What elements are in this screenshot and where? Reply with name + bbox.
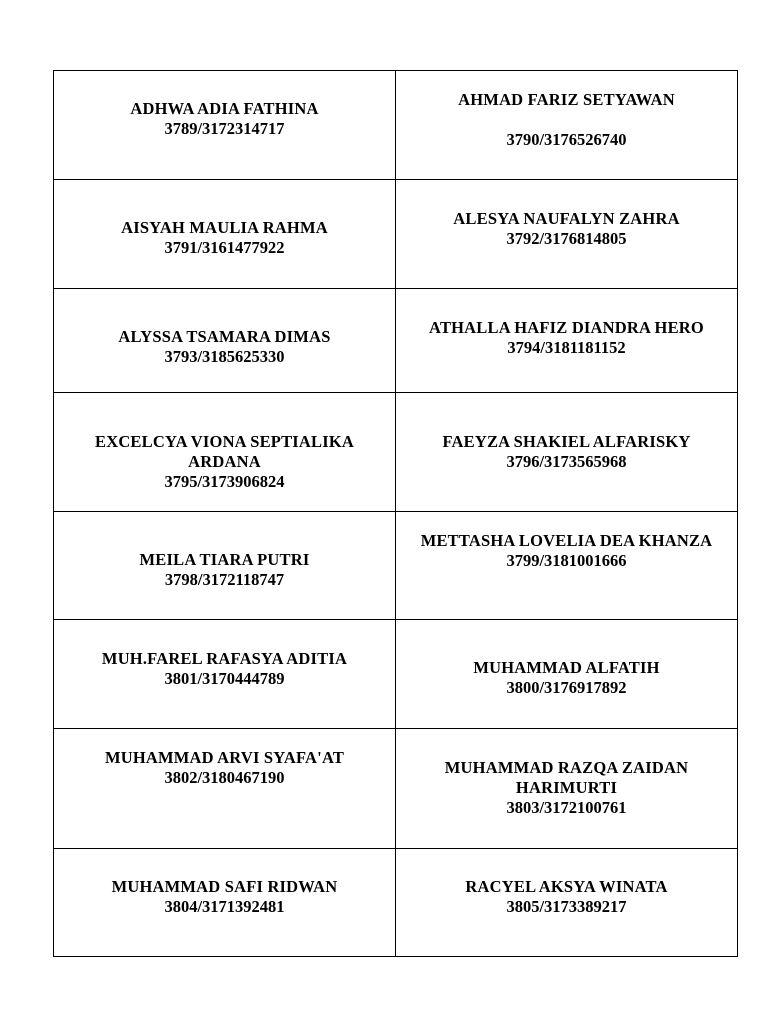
student-name: AHMAD FARIZ SETYAWAN [458,90,675,109]
label-cell [396,729,738,849]
student-name: MUHAMMAD ARVI SYAFA'AT [104,748,345,767]
student-number: 3791/3161477922 [164,238,285,257]
table-row [54,849,738,957]
label-cell [54,620,396,729]
student-label-table [53,70,738,957]
student-number: 3795/3173906824 [164,472,285,491]
label-cell [54,512,396,620]
student-name: FAEYZA SHAKIEL ALFARISKY [442,432,691,451]
label-content [54,748,395,788]
student-number: 3796/3173565968 [506,452,627,471]
student-name: MEILA TIARA PUTRI [139,550,310,569]
label-content [54,649,395,689]
label-content [396,531,737,571]
label-content [396,318,737,358]
table-row [54,729,738,849]
label-cell [54,180,396,289]
label-cell [396,180,738,289]
label-cell [54,393,396,512]
table-row [54,620,738,729]
student-name: MUHAMMAD RAZQA ZAIDAN HARIMURTI [444,758,689,797]
label-cell [396,71,738,180]
label-cell [396,849,738,957]
student-name: ALYSSA TSAMARA DIMAS [118,327,331,346]
student-name: MUHAMMAD ALFATIH [473,658,660,677]
student-name: ALESYA NAUFALYN ZAHRA [453,209,680,228]
student-name: METTASHA LOVELIA DEA KHANZA [420,531,713,550]
label-content [54,218,395,258]
student-number: 3804/3171392481 [164,897,285,916]
label-cell [396,289,738,393]
label-content [396,877,737,917]
label-content [54,432,395,492]
student-name: RACYEL AKSYA WINATA [465,877,668,896]
label-cell [396,512,738,620]
student-name: EXCELCYA VIONA SEPTIALIKA ARDANA [95,432,354,471]
student-name: ATHALLA HAFIZ DIANDRA HERO [429,318,704,337]
student-number: 3792/3176814805 [506,229,627,248]
student-number: 3800/3176917892 [506,678,627,697]
student-name: MUHAMMAD SAFI RIDWAN [111,877,338,896]
student-number: 3793/3185625330 [164,347,285,366]
student-number: 3801/3170444789 [164,669,285,688]
student-name: ADHWA ADIA FATHINA [130,99,319,118]
table-row [54,289,738,393]
student-number: 3803/3172100761 [506,798,627,817]
label-cell [54,71,396,180]
label-cell [54,289,396,393]
student-number: 3789/3172314717 [164,119,285,138]
table-row [54,71,738,180]
table-row [54,512,738,620]
student-number: 3794/3181181152 [507,338,626,357]
label-cell [54,729,396,849]
label-cell [396,620,738,729]
student-number: 3802/3180467190 [164,768,285,787]
label-content [396,658,737,698]
label-cell [54,849,396,957]
label-content [396,758,737,818]
student-number: 3798/3172118747 [164,570,285,589]
label-content [396,432,737,472]
student-number: 3790/3176526740 [506,130,627,149]
student-name: AISYAH MAULIA RAHMA [121,218,328,237]
label-content [54,877,395,917]
student-number: 3799/3181001666 [506,551,627,570]
student-name: MUH.FAREL RAFASYA ADITIA [101,649,348,668]
label-content [396,209,737,249]
student-number: 3805/3173389217 [506,897,627,916]
label-content [54,550,395,590]
label-cell [396,393,738,512]
label-content [54,99,395,139]
label-content [396,90,737,150]
label-content [54,327,395,367]
table-row [54,180,738,289]
table-row [54,393,738,512]
